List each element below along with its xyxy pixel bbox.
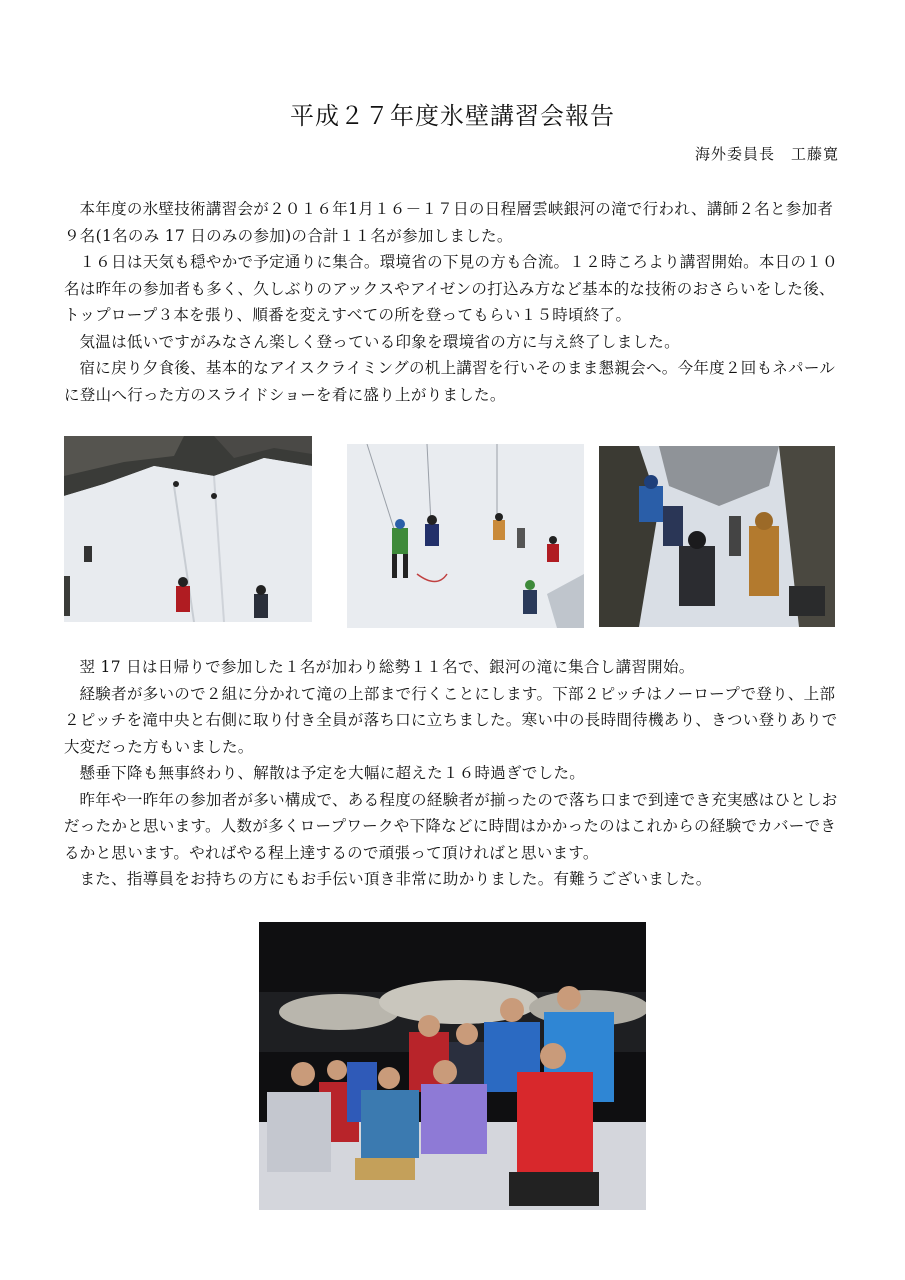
paragraph: 本年度の氷壁技術講習会が２０１６年1月１６－１７日の日程層雲峡銀河の滝で行われ、講師２名と参加者９名(1名のみ 17 日のみの参加)の合計１１名が参加しました。 xyxy=(64,200,834,245)
photo-ice-wall-toprope xyxy=(347,444,584,628)
paragraph: １６日は天気も穏やかで予定通りに集合。環境省の下見の方も合流。１２時ころより講習開始。本日の１０名は昨年の参加者も多く、久しぶりのアックスやアイゼンの打込み方など基本的な技術のおさらいをした後、トップロープ３本を張り、順番を変えすべての所を登ってもらい１５時頃終了。 xyxy=(64,253,838,324)
paragraph: 翌 17 日は日帰りで参加した１名が加わり総勢１１名で、銀河の滝に集合し講習開始。 xyxy=(79,658,695,676)
report-section-day1 xyxy=(64,196,844,408)
paragraph: 昨年や一昨年の参加者が多い構成で、ある程度の経験者が揃ったので落ち口まで到達でき充実感はひとしおだったかと思います。人数が多くロープワークや下降などに時間はかかったのはこれからの経験でカバーできるかと思います。やればやる程上達するので頑張って頂ければと思います。 xyxy=(64,790,838,862)
page-title: 平成２７年度氷壁講習会報告 xyxy=(290,102,615,130)
paragraph: 経験者が多いので２組に分かれて滝の上部まで行くことにします。下部２ピッチはノーロープで登り、上部２ピッチを滝中央と右側に取り付き全員が落ち口に立ちました。寒い中の長時間待機あり、きつい登りありで大変だった方もいました。 xyxy=(64,684,838,756)
photo-group-night xyxy=(259,922,646,1210)
photo-waterfall-top-group xyxy=(599,446,835,627)
report-section-day2 xyxy=(64,654,844,893)
paragraph: 気温は低いですがみなさん楽しく登っている印象を環境省の方に与え終了しました。 xyxy=(79,332,680,351)
paragraph: また、指導員をお持ちの方にもお手伝い頂き非常に助かりました。有難うございました。 xyxy=(79,870,712,888)
paragraph: 宿に戻り夕食後、基本的なアイスクライミングの机上講習を行いそのまま懇親会へ。今年度２回もネパールに登山へ行った方のスライドショーを肴に盛り上がりました。 xyxy=(64,359,836,404)
author-line: 海外委員長 工藤寛 xyxy=(694,145,839,163)
paragraph: 懸垂下降も無事終わり、解散は予定を大幅に超えた１６時過ぎでした。 xyxy=(79,764,586,782)
photo-ice-slope-climbers xyxy=(64,436,312,622)
